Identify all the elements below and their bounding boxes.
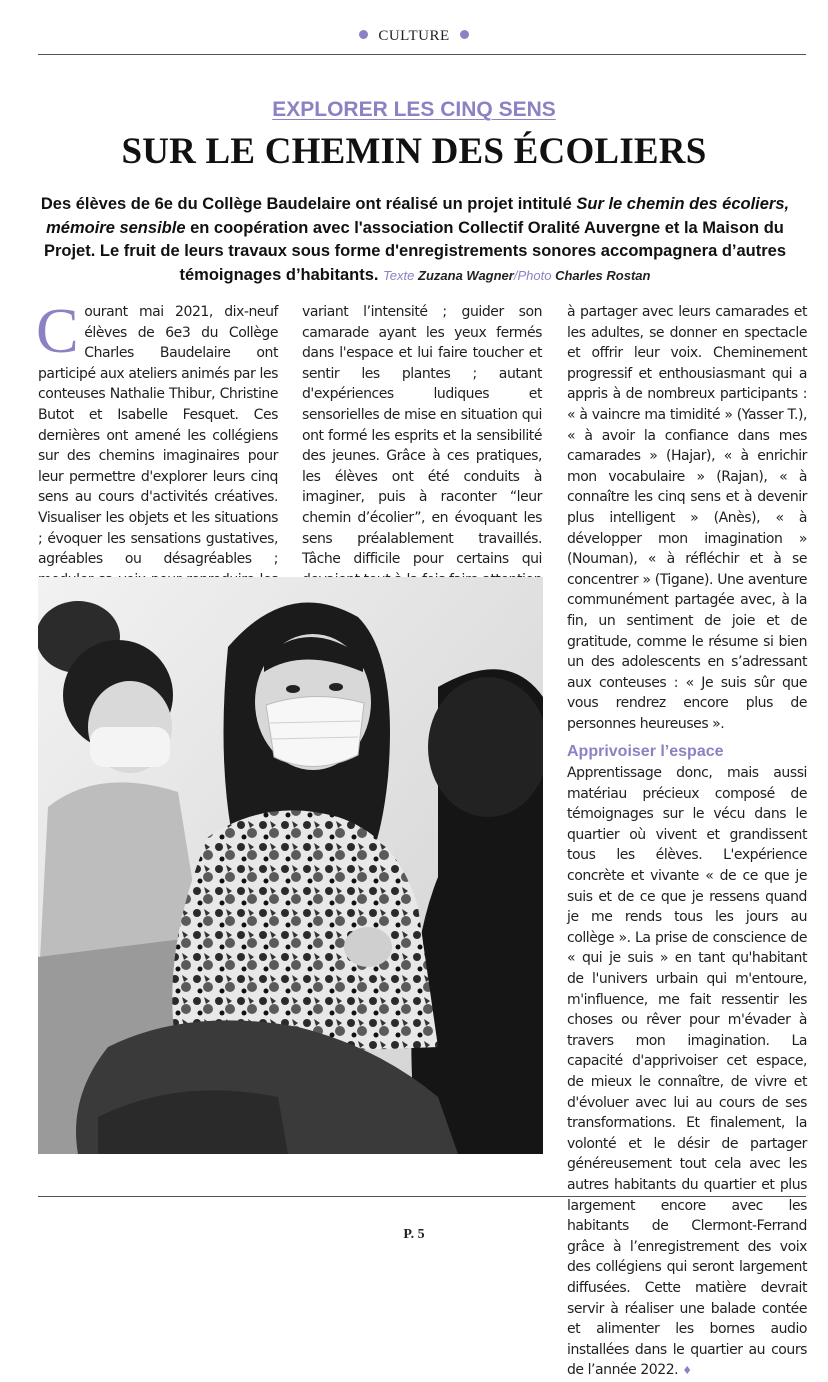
column-1-text: ourant mai 2021, dix-neuf élèves de 6e3 du Collège Charles Baudelaire ont participé aux ateliers animés par les conteuses Nathalie Thibur, Christine Butot et Isabelle Fesquet. Ces dernières ont amené les collégiens sur des chemins imaginaires pour leur permettre d'explorer leurs cinq sens au cours d'activités créatives. Visualiser les objets et les situations ; évoquer les sensations gustatives, agréables ou désagréables ;	[38, 304, 278, 568]
kicker: EXPLORER LES CINQ SENS	[272, 98, 556, 121]
subheading: Apprivoiser l’espace	[567, 743, 724, 761]
article-photo	[38, 577, 543, 1154]
headline: SUR LE CHEMIN DES ÉCOLIERS	[121, 131, 707, 172]
byline-photo-role: Photo	[517, 267, 552, 283]
section-header	[0, 28, 828, 45]
lead-paragraph	[40, 193, 790, 287]
lead-text-2: en coopération avec l'association Collectif Oralité Auvergne et la Maison du Projet. Le fruit de leurs travaux sous forme d'enregistrements sonores accompagnera d’autres témoignages d’habitants.	[43, 218, 787, 284]
bullet-dot-icon	[460, 30, 469, 39]
article-column-1	[36, 295, 278, 611]
diamond-icon: ♦	[682, 1364, 692, 1378]
project-title: Sur le chemin des écoliers, mémoire sensible	[46, 195, 790, 237]
article-column-3	[567, 302, 807, 1382]
section-label: CULTURE	[378, 28, 450, 44]
photo-illustration	[38, 577, 543, 1154]
bottom-divider	[38, 1196, 806, 1197]
column-2-text: variant l’intensité ; guider son camarade ayant les yeux fermés dans l'espace et lui faire toucher et sentir les plantes ; autant d'expériences ludiques et sensorielles de mise en situation qui ont formé les esprits et la sensibilité des jeunes. Grâce à ces pratiques, les élèves ont été conduits à imaginer, puis à raconter “leur chemin d’écolier”, en évoquant les sens préalablement travaillés. Tâche difficile pour certains qui	[302, 304, 542, 568]
drop-cap: C	[36, 295, 79, 366]
top-divider	[38, 54, 806, 55]
byline	[383, 268, 650, 283]
lead-text-1: Des élèves de 6e du Collège Baudelaire ont réalisé un projet intitulé	[40, 195, 577, 213]
page-number: P. 5	[403, 1227, 425, 1242]
byline-photographer: Charles Rostan	[555, 267, 651, 283]
byline-separator: /	[513, 267, 518, 283]
column-3-text-a: à partager avec leurs camarades et les adultes, se donner en spectacle et offrir leur voix. Cheminement progressif et enthousiasmant qui a appris à de nombreux participants : « à vaincre ma timidité » (Yasser T.), « à avoir la confiance dans mes camarades » (Hajar), « à enrichir mon vocabulaire » (Rajan), « à connaître les cinq sens et à devenir plus intelligent » (Anès), « à développer mon imagination » (Nouman), « à réfléchir et à se concentrer » (Tigane). Une aventure communément partagée avec, à la fin, un sentiment de joie et de gratitude, comme le résume si bien un des adolescents en s’adressant aux conteuses : « Je suis sûr que vous rendrez encore plus de personnes heureuses ».	[567, 304, 807, 732]
column-3-paragraph: Apprentissage donc, mais aussi matériau précieux composé de témoignages sur le vécu dans le quartier où vivent et grandissent tous les élèves. L'expérience concrète et vivante « de ce que je suis et de ce que je ressens quand je me rends tous les jours au collège ». La prise de conscience de « qui je suis » en tant qu'habitant de l'univers urbain qui m'entoure, m'influence, me fait ressentir les choses ou rêver pour m'évader à travers mon imagination. La capacité d'apprivoiser cet espace, de mieux le connaître, de vivre et d'évoluer avec lui au cours de ses transformations. Et finalement, la volonté et le désir de partager généreusement tout cela avec les autres habitants du quartier et plus largement encore avec les habitants de Clermont-Ferrand grâce à l’enregistrement des voix des collégiens qui seront largement diffusées. Cette matière devrait servir à réaliser une balade contée et alimenter les bornes audio installées dans le quartier au cours de l’année 2022.	[567, 765, 807, 1379]
byline-author: Zuzana Wagner	[418, 267, 514, 283]
bullet-dot-icon	[359, 30, 368, 39]
column-3-text-b	[567, 763, 807, 1382]
byline-text-role: Texte	[383, 267, 415, 283]
